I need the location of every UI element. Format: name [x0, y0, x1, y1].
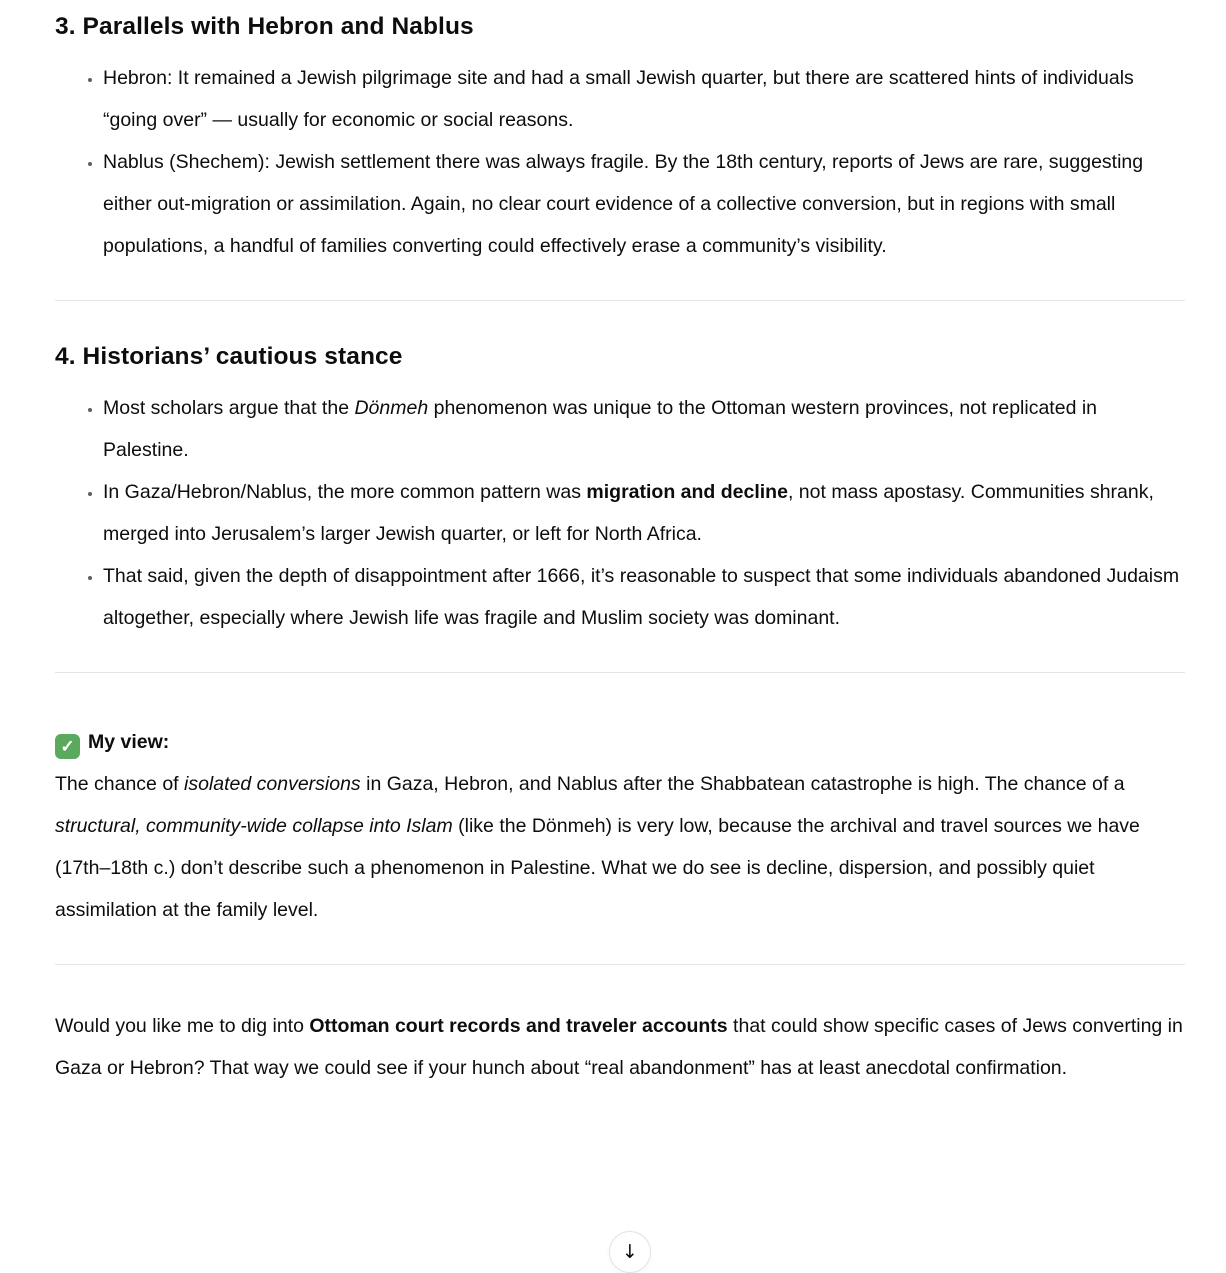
list-item: [103, 555, 1185, 639]
divider: [55, 672, 1185, 673]
my-view-label: My view:: [88, 731, 170, 753]
list-item-text: Most scholars argue that the Dönmeh phenomenon was unique to the Ottoman western provinces, not replicated in Palestine.: [103, 397, 1098, 461]
my-view-heading: [55, 721, 1185, 763]
divider: [55, 300, 1185, 301]
list-item: [103, 387, 1185, 471]
list-item: [103, 57, 1185, 141]
check-mark-emoji: ✓: [55, 734, 80, 759]
list-item-text: Hebron: It remained a Jewish pilgrimage site and had a small Jewish quarter, but there are scattered hints of individuals “going over” — usually for economic or social reasons.: [103, 67, 1134, 131]
list-item: [103, 141, 1185, 267]
list-item: [103, 471, 1185, 555]
divider: [55, 964, 1185, 965]
my-view-paragraph: The chance of isolated conversions in Gaza, Hebron, and Nablus after the Shabbatean catastrophe is high. The chance of a structural, community-wide collapse into Islam (like the Dönmeh) is very low, because the archival and travel sources we have (17th–18th c.) don’t describe such a phenomenon in Palestine. What we do see is decline, dispersion, and possibly quiet assimilation at the family level.: [55, 773, 1140, 921]
list-item-text: That said, given the depth of disappointment after 1666, it’s reasonable to suspect that some individuals abandoned Judaism altogether, especially where Jewish life was fragile and Muslim society was dominant.: [103, 565, 1180, 629]
list-item-text: Nablus (Shechem): Jewish settlement there was always fragile. By the 18th century, reports of Jews are rare, suggesting either out-migration or assimilation. Again, no clear court evidence of a collective conversion, but in regions with small populations, a handful of families converting could effectively erase a community’s visibility.: [103, 151, 1144, 257]
section-4-heading: 4. Historians’ cautious stance: [55, 343, 403, 370]
section-4-list: [55, 387, 1185, 639]
closing-paragraph: Would you like me to dig into Ottoman court records and traveler accounts that could show specific cases of Jews converting in Gaza or Hebron? That way we could see if your hunch about “real abandonment” has at least anecdotal confirmation.: [55, 1015, 1183, 1079]
scroll-to-bottom-button[interactable]: [609, 1231, 651, 1273]
section-3-heading: 3. Parallels with Hebron and Nablus: [55, 13, 474, 40]
list-item-text: In Gaza/Hebron/Nablus, the more common pattern was migration and decline, not mass apostasy. Communities shrank, merged into Jerusalem’s larger Jewish quarter, or left for North Africa.: [103, 481, 1154, 545]
arrow-down-icon: ↓: [622, 1240, 638, 1263]
section-3-list: [55, 57, 1185, 267]
